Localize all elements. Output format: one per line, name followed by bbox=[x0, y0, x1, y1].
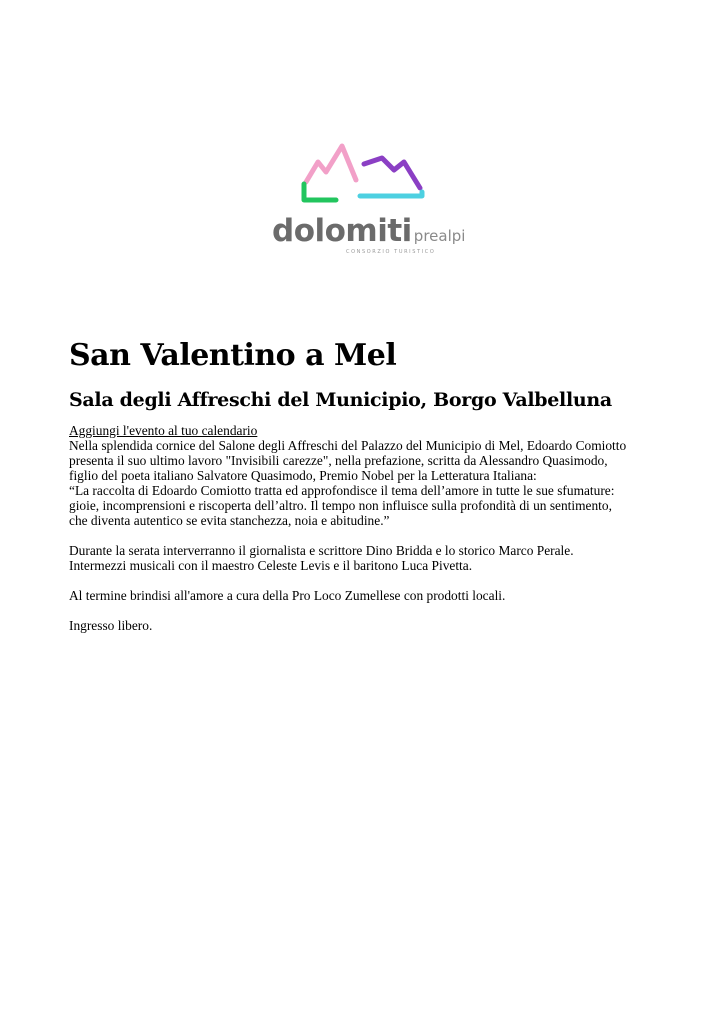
paragraph-line: Ingresso libero. bbox=[69, 618, 153, 633]
paragraph-line: Nella splendida cornice del Salone degli Affreschi del Palazzo del Municipio di Mel, Edoardo Comiotto bbox=[69, 438, 627, 453]
add-to-calendar-link[interactable]: Aggiungi l'evento al tuo calendario bbox=[69, 423, 258, 438]
quote-line: che diventa autentico se evita stanchezza, noia e abitudine.” bbox=[69, 513, 390, 528]
quote-line: “La raccolta di Edoardo Comiotto tratta ed approfondisce il tema dell’amore in tutte le sue sfumature: bbox=[69, 483, 615, 498]
paragraph-line: Intermezzi musicali con il maestro Celeste Levis e il baritono Luca Pivetta. bbox=[69, 558, 473, 573]
quote-line: gioie, incomprensioni e riscoperta dell’altro. Il tempo non influisce sulla profondità di un sentimento, bbox=[69, 498, 612, 513]
logo-tagline: CONSORZIO TURISTICO bbox=[346, 249, 436, 255]
logo-brand-text: dolomiti prealpi bbox=[272, 213, 466, 249]
logo-pink-peak bbox=[306, 146, 356, 182]
brand-logo bbox=[268, 140, 466, 260]
paragraph-line: figlio del poeta italiano Salvatore Quasimodo, Premio Nobel per la Letteratura Italiana: bbox=[69, 468, 537, 483]
logo-sub-text: prealpi bbox=[413, 227, 466, 245]
logo-purple-peak bbox=[364, 158, 420, 188]
event-description bbox=[69, 423, 669, 633]
paragraph-line: Durante la serata interverranno il giornalista e scrittore Dino Bridda e lo storico Marco Perale. bbox=[69, 543, 574, 558]
logo-green-base bbox=[304, 184, 336, 200]
paragraph-line: presenta il suo ultimo lavoro "Invisibili carezze", nella prefazione, scritta da Alessandro Quasimodo, bbox=[69, 453, 608, 468]
page-title: San Valentino a Mel bbox=[69, 338, 397, 373]
paragraph-line: Al termine brindisi all'amore a cura della Pro Loco Zumellese con prodotti locali. bbox=[69, 588, 506, 603]
mountains-logo-icon bbox=[268, 140, 448, 220]
logo-cyan-base bbox=[360, 192, 422, 196]
page-subtitle: Sala degli Affreschi del Municipio, Borgo Valbelluna bbox=[69, 389, 612, 411]
